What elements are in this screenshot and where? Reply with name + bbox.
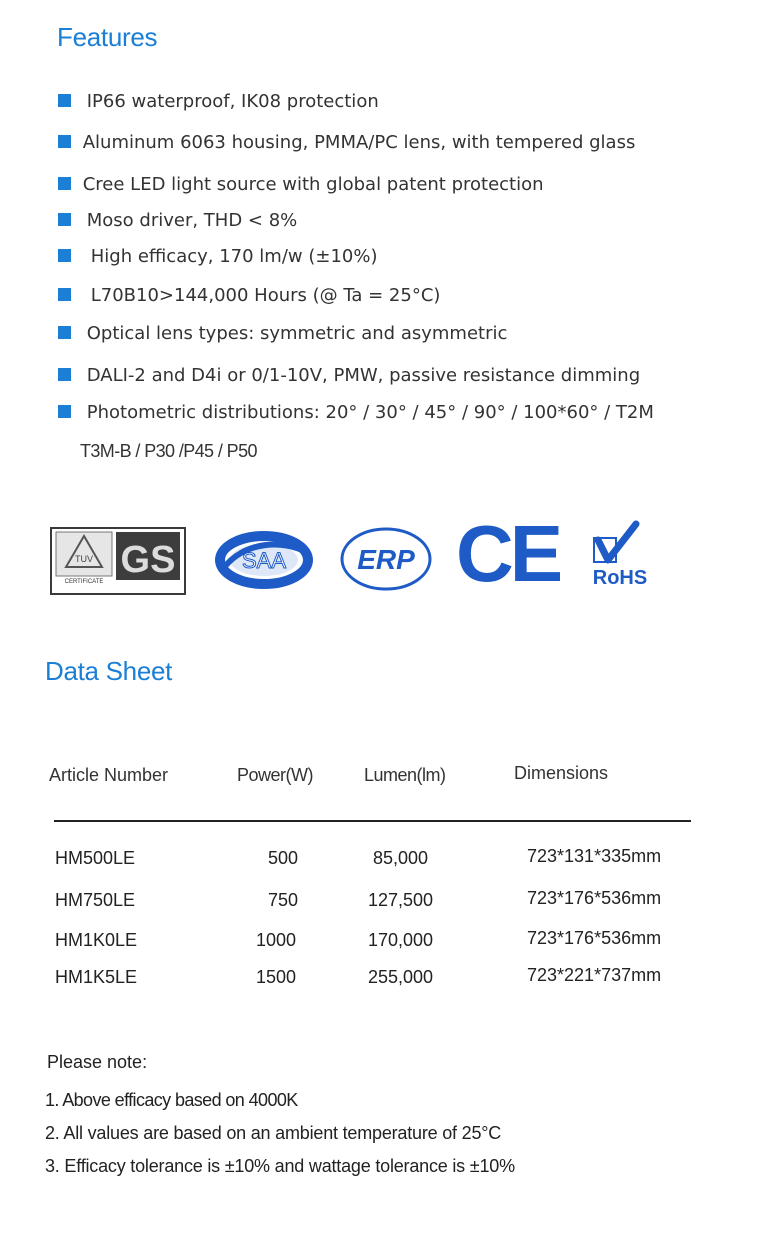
column-header-power: Power(W): [237, 765, 313, 785]
svg-text:RoHS: RoHS: [592, 567, 648, 589]
svg-text:TUV: TUV: [75, 554, 93, 564]
column-header-article: Article Number: [49, 765, 169, 785]
column-header-dimensions: Dimensions: [514, 763, 609, 783]
feature-text: High efficacy, 170 lm/w (±10%): [90, 246, 378, 267]
feature-item: [58, 132, 635, 153]
cell-article: HM750LE: [55, 890, 136, 910]
notes-title: Please note:: [47, 1052, 148, 1072]
cell-dimensions: 723*131*335mm: [527, 846, 662, 866]
feature-item: [58, 246, 377, 267]
cell-dimensions: 723*176*536mm: [527, 888, 662, 908]
svg-text:ERP: ERP: [357, 544, 415, 575]
bullet-square-icon: [58, 135, 71, 148]
certification-logos: [50, 509, 690, 600]
cell-lumen: 85,000: [373, 848, 429, 868]
feature-continuation: T3M-B / P30 /P45 / P50: [80, 441, 257, 461]
feature-text: Aluminum 6063 housing, PMMA/PC lens, with tempered glass: [82, 132, 636, 153]
column-header-lumen: Lumen(lm): [364, 765, 446, 785]
cell-article: HM500LE: [55, 848, 136, 868]
note-item: 1. Above efficacy based on 4000K: [45, 1090, 298, 1110]
cell-power: 1500: [256, 967, 297, 987]
feature-item: [58, 402, 654, 423]
feature-text: Photometric distributions: 20° / 30° / 45° / 90° / 100*60° / T2M: [86, 402, 654, 423]
feature-item: [58, 285, 440, 306]
saa-certification-logo: [214, 530, 314, 590]
feature-item: [58, 91, 379, 112]
bullet-square-icon: [58, 213, 71, 226]
gs-certification-logo: [50, 527, 186, 595]
cell-lumen: 255,000: [368, 967, 434, 987]
cell-dimensions: 723*176*536mm: [527, 928, 662, 948]
features-heading: Features: [57, 22, 158, 52]
erp-certification-logo: [338, 526, 434, 592]
bullet-square-icon: [58, 249, 71, 262]
cell-power: 1000: [256, 930, 297, 950]
note-item: 2. All values are based on an ambient temperature of 25°C: [45, 1123, 502, 1143]
feature-text: Cree LED light source with global patent protection: [82, 174, 544, 195]
bullet-square-icon: [58, 94, 71, 107]
feature-item: [58, 210, 297, 231]
feature-text: L70B10>144,000 Hours (@ Ta = 25°C): [90, 285, 441, 306]
feature-text: IP66 waterproof, IK08 protection: [86, 91, 379, 112]
cell-article: HM1K0LE: [55, 930, 138, 950]
cell-power: 750: [268, 890, 299, 910]
svg-text:CERTIFICATE: CERTIFICATE: [64, 579, 104, 585]
feature-item: [58, 323, 507, 344]
bullet-square-icon: [58, 177, 71, 190]
bullet-square-icon: [58, 288, 71, 301]
ce-certification-logo: CE: [456, 509, 560, 598]
bullet-square-icon: [58, 368, 71, 381]
table-header-rule: [54, 820, 691, 822]
cell-power: 500: [268, 848, 299, 868]
bullet-square-icon: [58, 326, 71, 339]
bullet-square-icon: [58, 405, 71, 418]
note-item: 3. Efficacy tolerance is ±10% and wattage tolerance is ±10%: [45, 1156, 515, 1176]
rohs-certification-logo: [578, 520, 662, 592]
feature-text: DALI-2 and D4i or 0/1-10V, PMW, passive resistance dimming: [86, 365, 641, 386]
cell-lumen: 127,500: [368, 890, 434, 910]
cell-article: HM1K5LE: [55, 967, 138, 987]
cell-dimensions: 723*221*737mm: [527, 965, 662, 985]
svg-text:GS: GS: [120, 539, 176, 581]
feature-text: Moso driver, THD < 8%: [86, 210, 298, 231]
feature-item: [58, 365, 640, 386]
feature-item: [58, 174, 544, 195]
datasheet-heading: Data Sheet: [45, 656, 173, 686]
cell-lumen: 170,000: [368, 930, 434, 950]
feature-text: Optical lens types: symmetric and asymmetric: [86, 323, 508, 344]
svg-text:SAA: SAA: [241, 548, 287, 573]
